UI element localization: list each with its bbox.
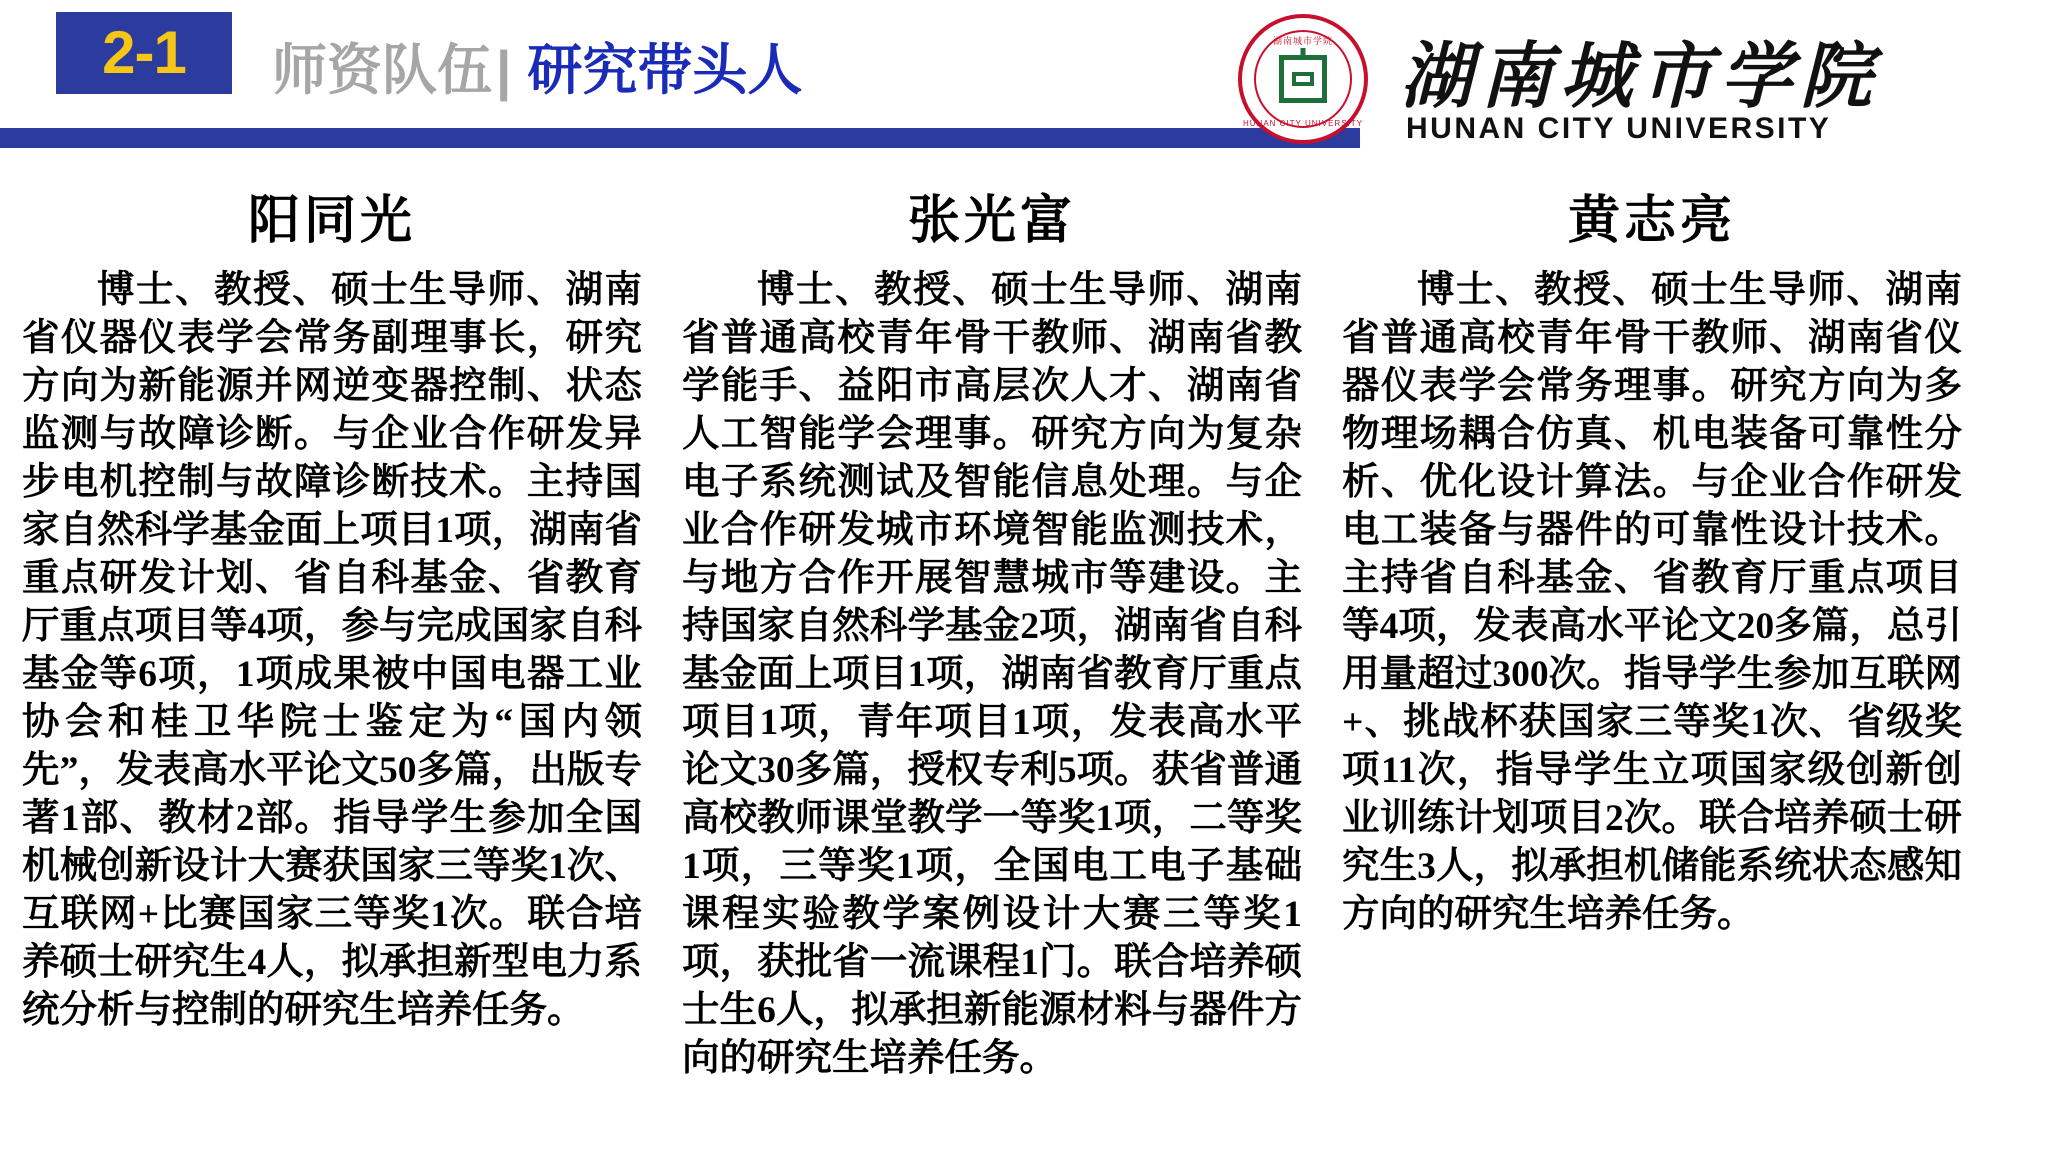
- person-bio: 博士、教授、硕士生导师、湖南省普通高校青年骨干教师、湖南省教学能手、益阳市高层次人才、湖南省人工智能学会理事。研究方向为复杂电子系统测试及智能信息处理。与企业合作研发城市环境智能监测技术，与地方合作开展智慧城市等建设。主持国家自然科学基金2项，湖南省自科基金面上项目1项，湖南省教育厅重点项目1项，青年项目1项，发表高水平论文30多篇，授权专利5项。获省普通高校教师课堂教学一等奖1项，二等奖1项，三等奖1项，全国电工电子基础课程实验教学案例设计大赛三等奖1项，获批省一流课程1门。联合培养硕士生6人，拟承担新能源材料与器件方向的研究生培养任务。: [682, 270, 1302, 1079]
- person-column: [22, 178, 642, 1138]
- person-column: [682, 178, 1302, 1138]
- page-title-separator: |: [496, 39, 512, 101]
- section-badge-label: 2-1: [102, 19, 186, 86]
- person-bio: 博士、教授、硕士生导师、湖南省普通高校青年骨干教师、湖南省仪器仪表学会常务理事。研究方向为多物理场耦合仿真、机电装备可靠性分析、优化设计算法。与企业合作研发电工装备与器件的可靠性设计技术。主持省自科基金、省教育厅重点项目等4项，发表高水平论文20多篇，总引用量超过300次。指导学生参加互联网+、挑战杯获国家三等奖1次、省级奖项11次，指导学生立项国家级创新创业训练计划项目2次。联合培养硕士研究生3人，拟承担机储能系统状态感知方向的研究生培养任务。: [1342, 270, 1962, 935]
- university-logo: [1210, 8, 2030, 148]
- seal-glyph-icon: [1279, 55, 1327, 103]
- person-bio: 博士、教授、硕士生导师、湖南省仪器仪表学会常务副理事长，研究方向为新能源并网逆变器控制、状态监测与故障诊断。与企业合作研发异步电机控制与故障诊断技术。主持国家自然科学基金面上项目1项，湖南省重点研发计划、省自科基金、省教育厅重点项目等4项，参与完成国家自科基金等6项，1项成果被中国电器工业协会和桂卫华院士鉴定为“国内领先”，发表高水平论文50多篇，出版专著1部、教材2部。指导学生参加全国机械创新设计大赛获国家三等奖1次、互联网+比赛国家三等奖1次。联合培养硕士研究生4人，拟承担新型电力系统分析与控制的研究生培养任务。: [22, 270, 642, 1031]
- header-rule: [0, 128, 1360, 148]
- person-columns: [0, 178, 2048, 1138]
- university-seal-icon: [1238, 14, 1368, 144]
- seal-bottom-text: HUNAN CITY UNIVERSITY: [1243, 119, 1363, 128]
- person-name: 黄志亮: [1567, 193, 1736, 250]
- person-column: [1342, 178, 1962, 1138]
- seal-top-text: 湖南城市学院: [1272, 36, 1333, 46]
- person-name: 张光富: [907, 193, 1076, 250]
- page-title: [272, 26, 802, 105]
- page-title-primary: 师资队伍: [272, 39, 493, 101]
- university-name-cn: 湖南城市学院: [1400, 37, 1881, 117]
- header-rule-thin: [0, 112, 1360, 116]
- university-name-en: HUNAN CITY UNIVERSITY: [1406, 112, 1832, 145]
- page-title-secondary: 研究带头人: [527, 39, 803, 101]
- section-badge: [56, 12, 232, 94]
- person-name: 阳同光: [247, 193, 416, 250]
